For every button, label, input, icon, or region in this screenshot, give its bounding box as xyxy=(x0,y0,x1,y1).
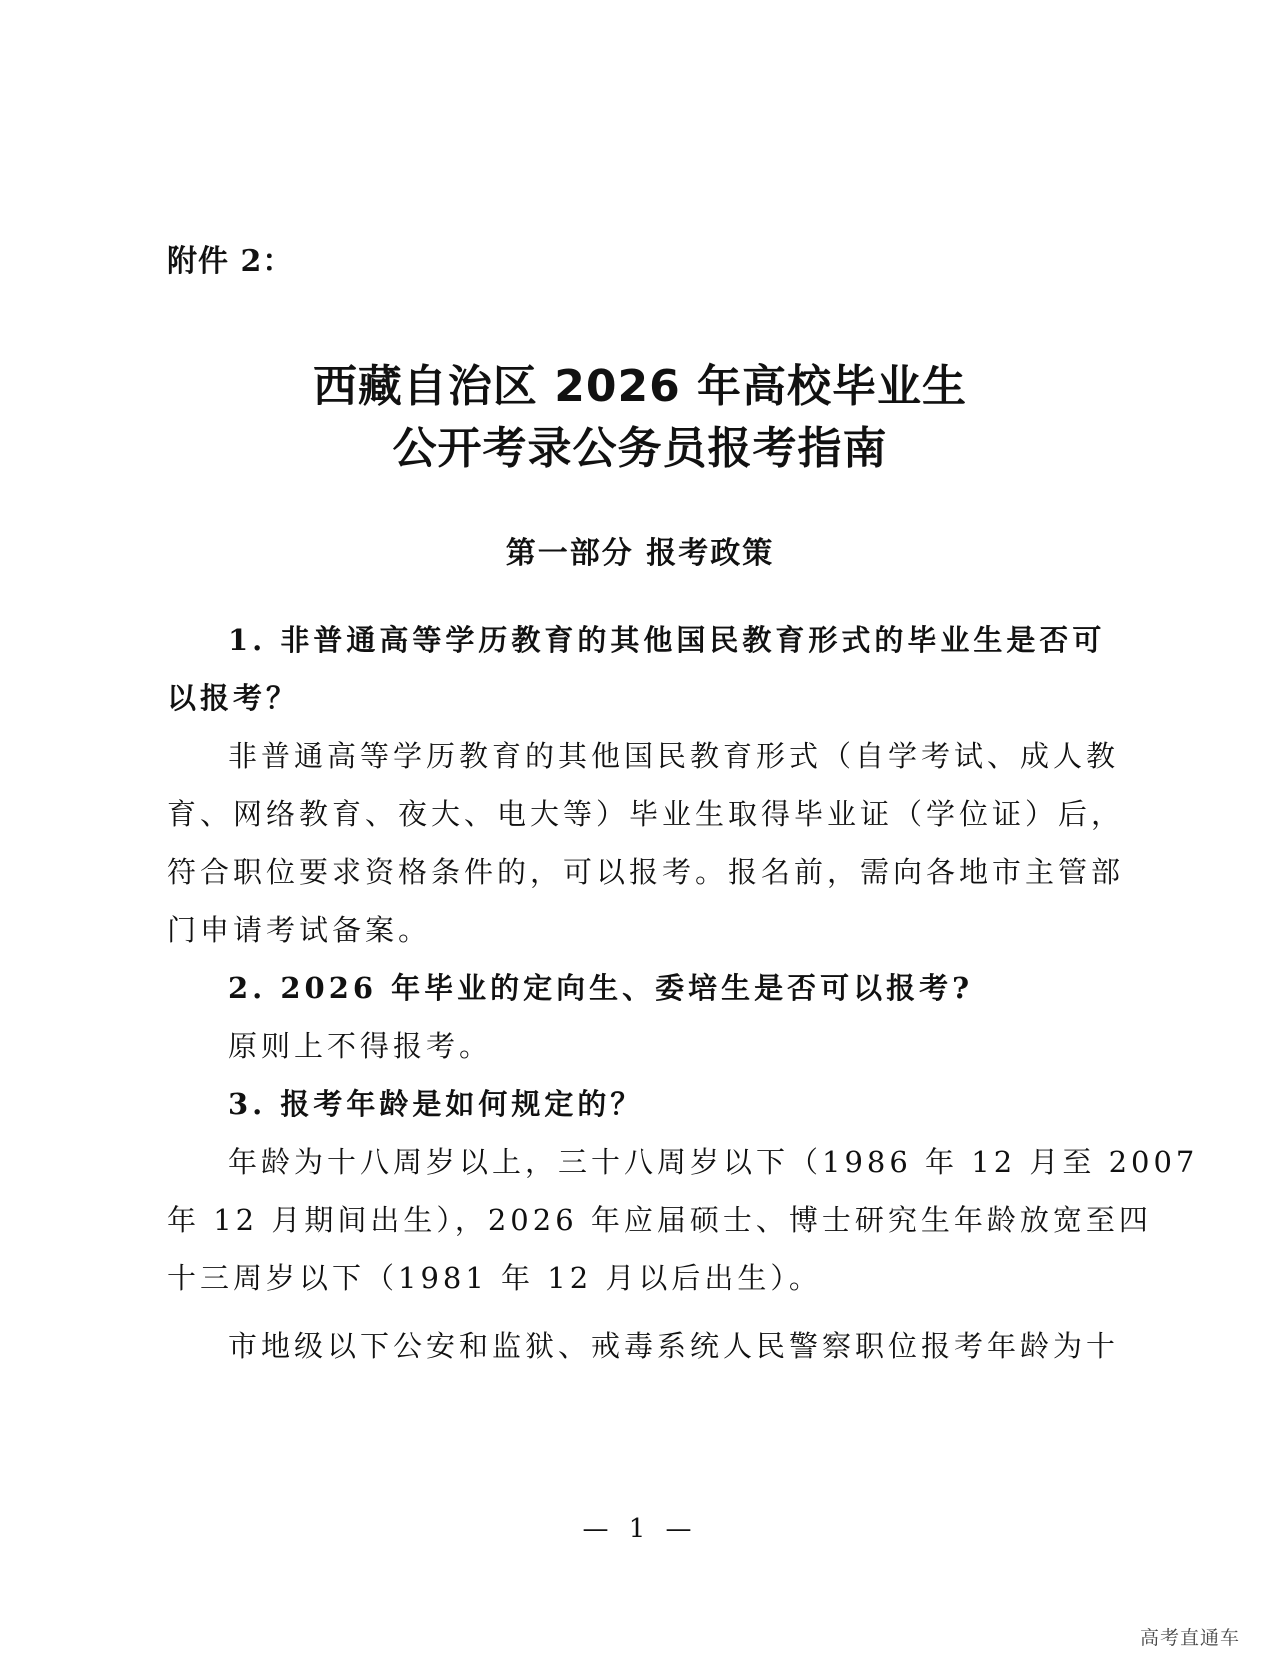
watermark: 高考直通车 xyxy=(1140,1627,1241,1649)
page-number: — 1 — xyxy=(582,1514,698,1544)
question-3: 3. 报考年龄是如何规定的？ xyxy=(228,1087,644,1121)
part-heading: 第一部分 报考政策 xyxy=(505,536,775,571)
answer-4-line-1: 市地级以下公安和监狱、戒毒系统人民警察职位报考年龄为十 xyxy=(228,1329,1120,1363)
question-2: 2. 2026 年毕业的定向生、委培生是否可以报考? xyxy=(228,971,974,1005)
attachment-label: 附件 2： xyxy=(167,244,294,279)
question-1-line-2: 以报考？ xyxy=(167,681,300,715)
answer-1-line-2: 育、网络教育、夜大、电大等）毕业生取得毕业证（学位证）后， xyxy=(167,797,1125,831)
answer-3-line-1: 年龄为十八周岁以上，三十八周岁以下（1986 年 12 月至 2007 xyxy=(228,1145,1199,1179)
answer-3-line-2: 年 12 月期间出生），2026 年应届硕士、博士研究生年龄放宽至四 xyxy=(167,1203,1152,1237)
answer-1-line-4: 门申请考试备案。 xyxy=(167,913,432,947)
answer-3-line-3: 十三周岁以下（1981 年 12 月以后出生）。 xyxy=(167,1261,822,1295)
answer-1-line-3: 符合职位要求资格条件的，可以报考。报名前，需向各地市主管部 xyxy=(167,855,1125,889)
document-title-line-2: 公开考录公务员报考指南 xyxy=(392,423,888,474)
answer-2: 原则上不得报考。 xyxy=(228,1029,493,1063)
document-title-line-1: 西藏自治区 2026 年高校毕业生 xyxy=(312,361,968,412)
question-1-line-1: 1. 非普通高等学历教育的其他国民教育形式的毕业生是否可 xyxy=(228,623,1106,657)
answer-1-line-1: 非普通高等学历教育的其他国民教育形式（自学考试、成人教 xyxy=(228,739,1120,773)
